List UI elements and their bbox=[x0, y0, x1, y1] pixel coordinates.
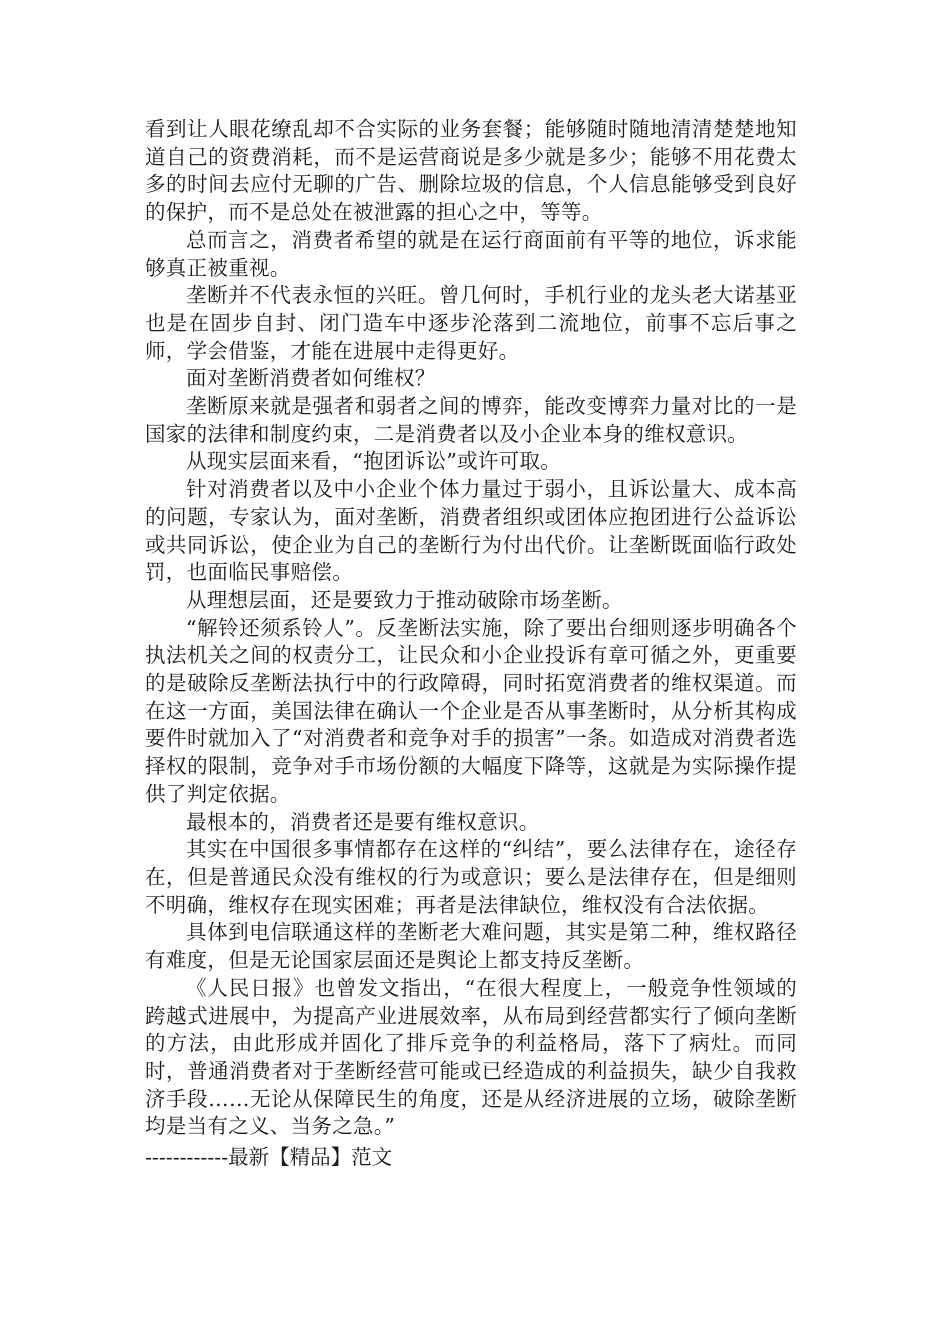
paragraph-9: “解铃还须系铃人”。反垄断法实施，除了要出台细则逐步明确各个执法机关之间的权责分工，让民众和小企业投诉有章可循之外，更重要的是破除反垄断法执行中的行政障碍，同时拓宽消费者的维权渠道。而在这一方面，美国法律在确认一个企业是否从事垄断时，从分析其构成要件时就加入了“对消费者和竞争对手的损害”一条。如造成对消费者选择权的限制，竞争对手市场份额的大幅度下降等，这就是为实际操作提供了判定依据。 bbox=[145, 615, 797, 806]
paragraph-3: 垄断并不代表永恒的兴旺。曾几何时，手机行业的龙头老大诺基亚也是在固步自封、闭门造车中逐步沦落到二流地位，前事不忘后事之师，学会借鉴，才能在进展中走得更好。 bbox=[145, 283, 797, 363]
paragraph-2: 总而言之，消费者希望的就是在运行商面前有平等的地位，诉求能够真正被重视。 bbox=[145, 227, 797, 280]
paragraph-7: 针对消费者以及中小企业个体力量过于弱小，且诉讼量大、成本高的问题，专家认为，面对垄断，消费者组织或团体应抱团进行公益诉讼或共同诉讼，使企业为自己的垄断行为付出代价。让垄断既面临行政处罚，也面临民事赔偿。 bbox=[145, 477, 797, 585]
paragraph-10: 最根本的，消费者还是要有维权意识。 bbox=[186, 809, 540, 834]
paragraph-1: 看到让人眼花缭乱却不合实际的业务套餐；能够随时随地清清楚楚地知道自己的资费消耗，而不是运营商说是多少就是多少；能够不用花费太多的时间去应付无聊的广告、删除垃圾的信息，个人信息能够受到良好的保护，而不是总处在被泄露的担心之中，等等。 bbox=[145, 117, 797, 225]
paragraph-13: 《人民日报》也曾发文指出，“在很大程度上，一般竞争性领域的跨越式进展中，为提高产业进展效率，从布局到经营都实行了倾向垄断的方法，由此形成并固化了排斥竞争的利益格局，落下了病灶。而同时，普通消费者对于垄断经营可能或已经造成的利益损失，缺少自我救济手段……无论从保障民生的角度，还是从经济进展的立场，破除垄断均是当有之义、当务之急。” bbox=[145, 975, 797, 1139]
paragraph-11: 其实在中国很多事情都存在这样的“纠结”，要么法律存在，途径存在，但是普通民众没有维权的行为或意识；要么是法律存在，但是细则不明确，维权存在现实困难；再者是法律缺位，维权没有合法依据。 bbox=[145, 837, 797, 917]
paragraph-6: 从现实层面来看，“抱团诉讼”或许可取。 bbox=[186, 449, 562, 474]
document-footer: ------------最新【精品】范文 bbox=[145, 1145, 393, 1169]
paragraph-4: 面对垄断消费者如何维权？ bbox=[186, 366, 436, 391]
article-body bbox=[145, 116, 797, 1141]
paragraph-8: 从理想层面，还是要致力于推动破除市场垄断。 bbox=[186, 587, 623, 612]
paragraph-5: 垄断原来就是强者和弱者之间的博弈，能改变博弈力量对比的一是国家的法律和制度约束，二是消费者以及小企业本身的维权意识。 bbox=[145, 394, 797, 446]
paragraph-12: 具体到电信联通这样的垄断老大难问题，其实是第二种，维权路径有难度，但是无论国家层面还是舆论上都支持反垄断。 bbox=[145, 920, 797, 973]
